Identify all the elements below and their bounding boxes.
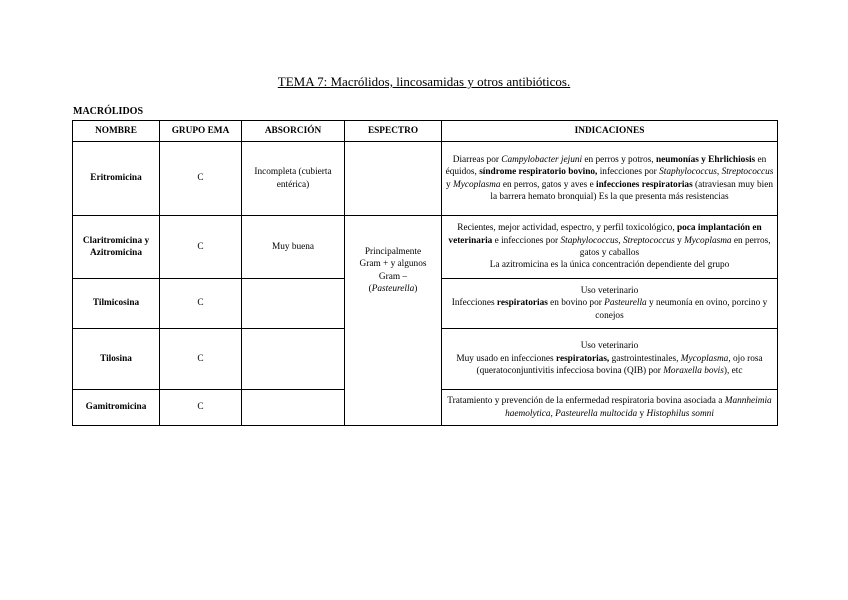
absorption: Muy buena xyxy=(242,216,345,279)
indications: Uso veterinario Infecciones respiratorias en bovino por Pasteurella y neumonía en ovino, porcino y conejos xyxy=(442,279,778,329)
header-espectro: ESPECTRO xyxy=(345,121,442,142)
header-indicaciones: INDICACIONES xyxy=(442,121,778,142)
document-title: TEMA 7: Macrólidos, lincosamidas y otros antibióticos. xyxy=(277,74,571,89)
drug-name: Eritromicina xyxy=(73,142,160,216)
drug-name: Gamitromicina xyxy=(73,390,160,426)
header-absorcion: ABSORCIÓN xyxy=(242,121,345,142)
indications: Recientes, mejor actividad, espectro, y perfil toxicológico, poca implantación en veterinaria e infecciones por Staphylococcus, Streptococcus y Mycoplasma en perros, gatos y caballos La azitromicina es la única concentración dependiente del grupo xyxy=(442,216,778,279)
spectrum-line: Pasteurella xyxy=(371,284,415,295)
macrolides-table xyxy=(72,120,778,426)
spectrum-empty xyxy=(345,142,442,216)
section-heading: MACRÓLIDOS xyxy=(73,106,144,117)
table-row xyxy=(73,142,778,216)
ema-group: C xyxy=(160,279,242,329)
spectrum-line: Principalmente xyxy=(364,247,422,257)
drug-name: Claritromicina y Azitromicina xyxy=(73,216,160,279)
absorption xyxy=(242,329,345,390)
ema-group: C xyxy=(160,329,242,390)
drug-name: Tilosina xyxy=(73,329,160,390)
ema-group: C xyxy=(160,390,242,426)
absorption: Incompleta (cubierta entérica) xyxy=(242,142,345,216)
table-header-row xyxy=(73,121,778,142)
spectrum-line: Gram + y algunos xyxy=(359,259,427,270)
absorption xyxy=(242,390,345,426)
table-row xyxy=(73,216,778,279)
ema-group: C xyxy=(160,142,242,216)
absorption xyxy=(242,279,345,329)
spectrum-cell: Principalmente Gram + y algunos Gram – (Pasteurella) xyxy=(345,216,442,426)
ema-group: C xyxy=(160,216,242,279)
header-grupo-ema: GRUPO EMA xyxy=(160,121,242,142)
header-nombre: NOMBRE xyxy=(73,121,160,142)
indications: Uso veterinario Muy usado en infecciones respiratorias, gastrointestinales, Mycoplasma, ojo rosa (queratoconjuntivitis infecciosa bovina (QIB) por Moraxella bovis), etc xyxy=(442,329,778,390)
drug-name: Tilmicosina xyxy=(73,279,160,329)
spectrum-line: Gram – xyxy=(378,271,408,282)
indications: Tratamiento y prevención de la enfermedad respiratoria bovina asociada a Mannheimia haemolytica, Pasteurella multocida y Histophilus somni xyxy=(442,390,778,426)
indications: Diarreas por Campylobacter jejuni en perros y potros, neumonías y Ehrlichiosis en équidos, síndrome respiratorio bovino, infecciones por Staphylococcus, Streptococcus y Mycoplasma en perros, gatos y aves e infecciones respiratorias (atraviesan muy bien la barrera hemato bronquial) Es la que presenta más resistencias xyxy=(442,142,778,216)
